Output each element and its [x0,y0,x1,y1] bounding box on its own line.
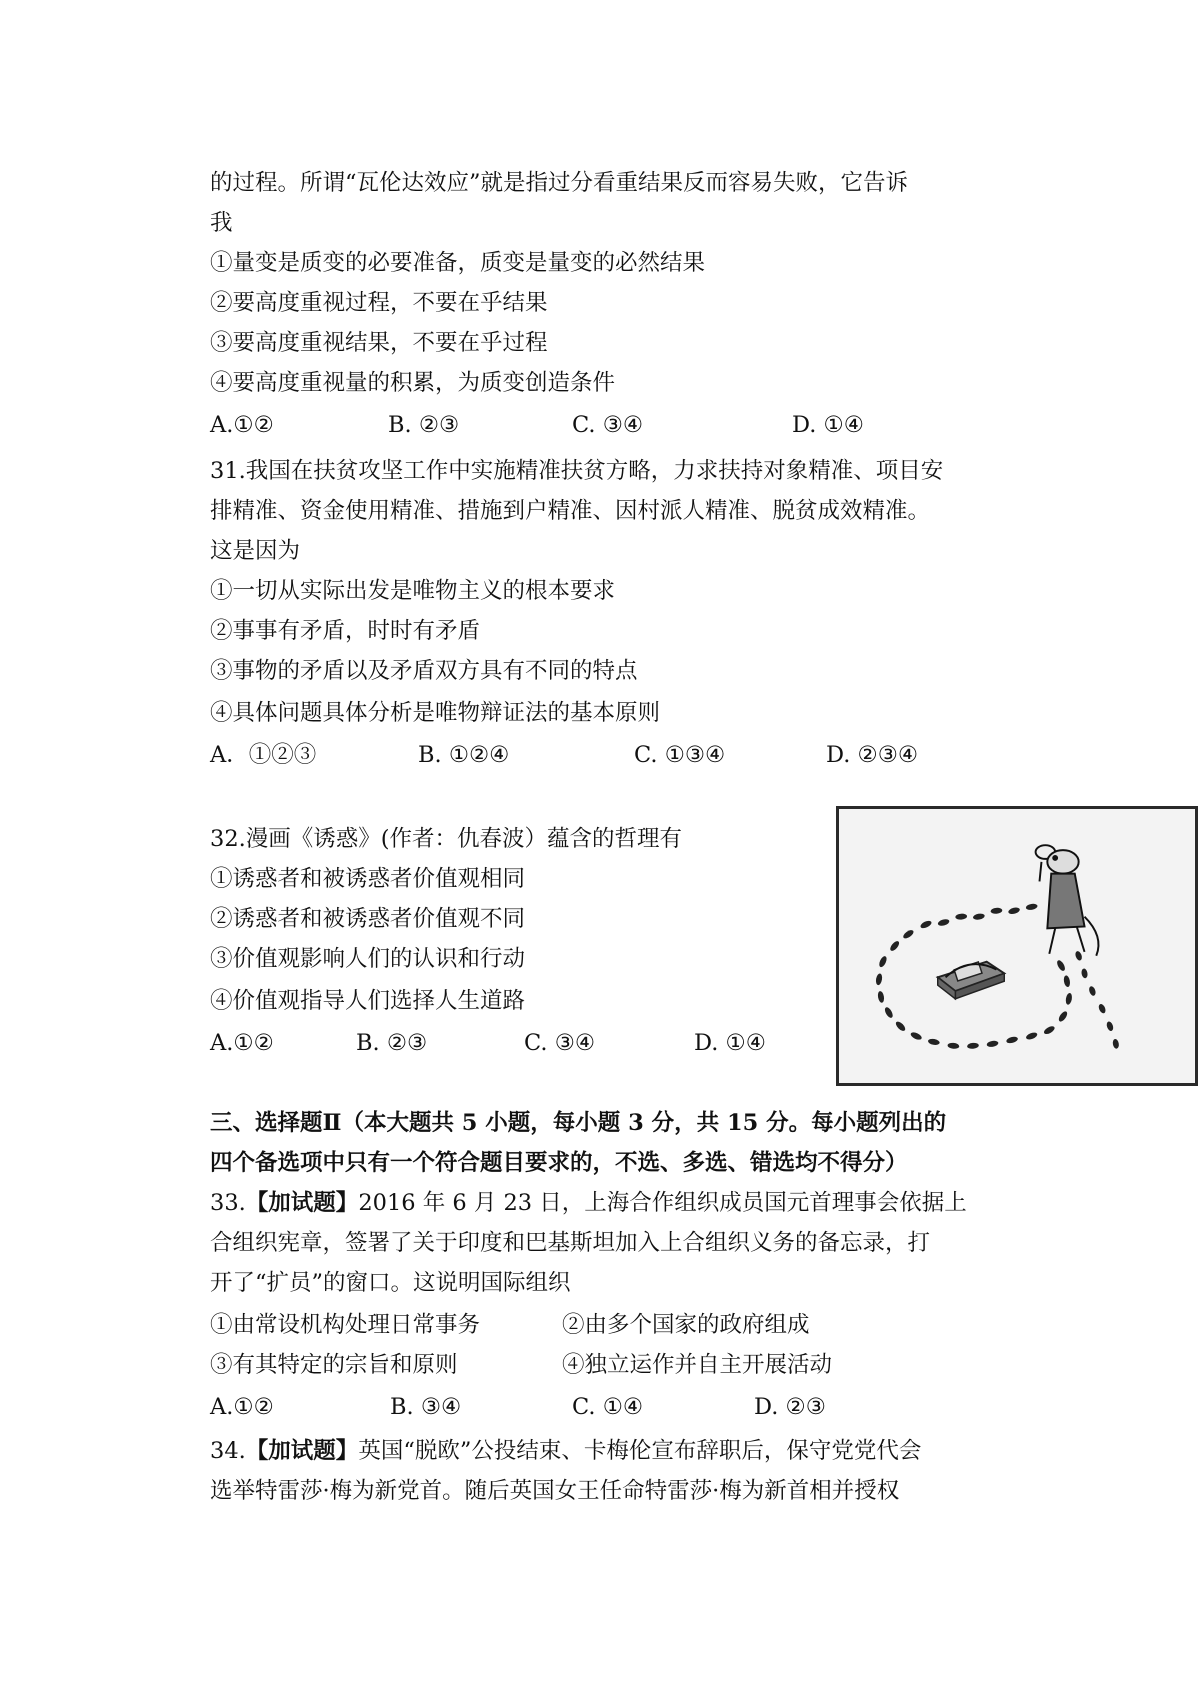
q32-item-3: ③价值观影响人们的认识和行动 [210,946,526,972]
q32-item-4: ④价值观指导人们选择人生道路 [210,988,526,1014]
q34-stem-line-2: 选举特雷莎·梅为新党首。随后英国女王任命特雷莎·梅为新首相并授权 [210,1478,900,1504]
q33-number: 33. [210,1190,246,1216]
cont-option-c: C. ③④ [572,412,644,438]
cont-item-4: ④要高度重视量的积累，为质变创造条件 [210,370,616,396]
q31-option-b: B. ①②④ [418,742,510,768]
temptation-cartoon [836,806,1198,1086]
q31-stem-line-3: 这是因为 [210,538,301,564]
q34-number: 34. [210,1438,246,1464]
section3-heading-line-1: 三、选择题Ⅱ（本大题共 5 小题，每小题 3 分，共 15 分。每小题列出的 [210,1110,947,1136]
cont-option-b: B. ②③ [388,412,460,438]
q31-item-2: ②事事有矛盾，时时有矛盾 [210,618,481,644]
q32-item-1: ①诱惑者和被诱惑者价值观相同 [210,866,526,892]
q33-item-3: ③有其特定的宗旨和原则 [210,1352,458,1378]
q32-item-2: ②诱惑者和被诱惑者价值观不同 [210,906,526,932]
q32-option-c: C. ③④ [524,1030,596,1056]
cont-option-a: A.①② [210,412,274,438]
q32-option-a: A.①② [210,1030,274,1056]
q31-stem-line-2: 排精准、资金使用精准、措施到户精准、因村派人精准、脱贫成效精准。 [210,498,931,524]
cont-stem-line-1: 的过程。所谓“瓦伦达效应”就是指过分看重结果反而容易失败，它告诉 [210,170,909,196]
q33-option-c: C. ①④ [572,1394,644,1420]
q33-item-4: ④独立运作并自主开展活动 [562,1352,833,1378]
q33-stem-line-3: 开了“扩员”的窗口。这说明国际组织 [210,1270,571,1296]
cont-item-3: ③要高度重视结果，不要在乎过程 [210,330,548,356]
q34-stem-text: 英国“脱欧”公投结束、卡梅伦宣布辞职后，保守党党代会 [358,1438,922,1464]
cont-item-2: ②要高度重视过程，不要在乎结果 [210,290,548,316]
q33-item-2: ②由多个国家的政府组成 [562,1312,810,1338]
q32-option-d: D. ①④ [694,1030,766,1056]
cont-item-1: ①量变是质变的必要准备，质变是量变的必然结果 [210,250,706,276]
cont-option-d: D. ①④ [792,412,864,438]
q34-tag: 【加试题】 [245,1438,359,1464]
cartoon-drawing [839,809,1195,1083]
q31-option-a: A．①②③ [210,742,317,768]
q31-item-3: ③事物的矛盾以及矛盾双方具有不同的特点 [210,658,638,684]
q31-option-d: D. ②③④ [826,742,919,768]
q33-tag: 【加试题】 [245,1190,359,1216]
q33-option-b: B. ③④ [390,1394,462,1420]
q33-item-1: ①由常设机构处理日常事务 [210,1312,481,1338]
q33-stem-text: 2016 年 6 月 23 日，上海合作组织成员国元首理事会依据上 [358,1190,967,1216]
q31-option-c: C. ①③④ [634,742,726,768]
q32-stem: 32.漫画《诱惑》(作者：仇春波）蕴含的哲理有 [210,826,683,852]
q31-item-1: ①一切从实际出发是唯物主义的根本要求 [210,578,616,604]
q33-stem-line-1 [210,1188,967,1218]
q33-option-a: A.①② [210,1394,274,1420]
cont-stem-line-2: 我 [210,210,233,236]
q33-option-d: D. ②③ [754,1394,826,1420]
section3-heading-line-2: 四个备选项中只有一个符合题目要求的，不选、多选、错选均不得分） [210,1150,908,1176]
q31-stem-line-1: 31.我国在扶贫攻坚工作中实施精准扶贫方略，力求扶持对象精准、项目安 [210,458,944,484]
q34-stem-line-1 [210,1436,921,1466]
q33-stem-line-2: 合组织宪章，签署了关于印度和巴基斯坦加入上合组织义务的备忘录，打 [210,1230,931,1256]
q31-item-4: ④具体问题具体分析是唯物辩证法的基本原则 [210,700,661,726]
q32-option-b: B. ②③ [356,1030,428,1056]
